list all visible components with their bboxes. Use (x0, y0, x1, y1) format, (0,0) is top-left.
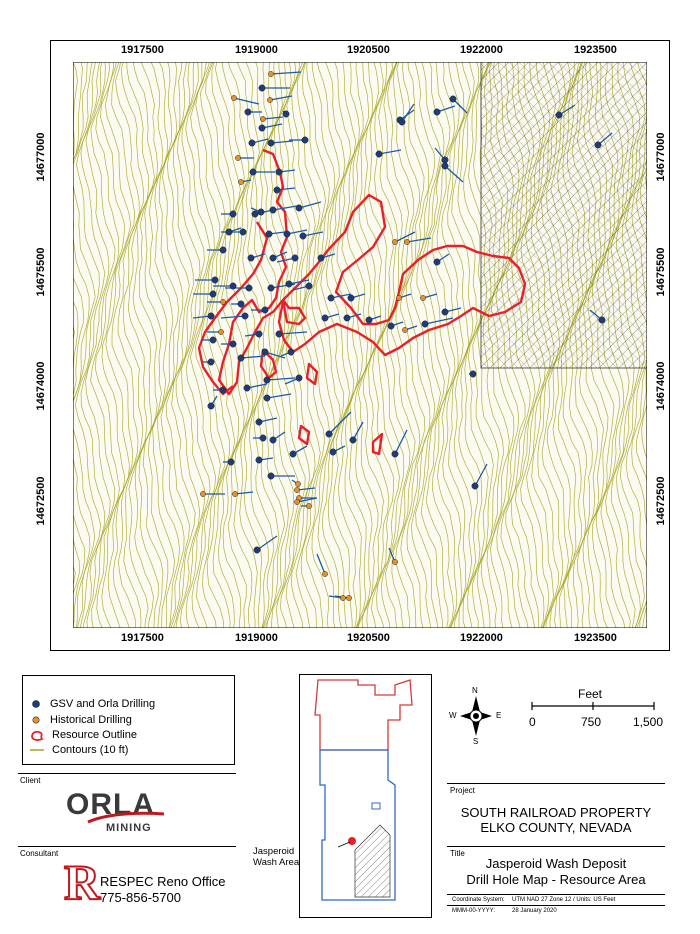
gsv-orla-drill-hole[interactable] (276, 169, 282, 175)
gsv-orla-drill-hole[interactable] (434, 109, 440, 115)
gsv-orla-drill-hole[interactable] (259, 125, 265, 131)
gsv-orla-drill-hole[interactable] (245, 109, 251, 115)
gsv-orla-drill-hole[interactable] (246, 285, 252, 291)
legend-label-resource: Resource Outline (52, 729, 137, 741)
orange-dot-icon (30, 714, 42, 726)
orla-logo-text: ORLA (66, 788, 155, 821)
gsv-orla-drill-hole[interactable] (252, 211, 258, 217)
gsv-orla-drill-hole[interactable] (270, 437, 276, 443)
historical-drill-hole[interactable] (220, 299, 225, 304)
scale-bar-title: Feet (578, 687, 603, 701)
legend-item-resource (30, 729, 137, 741)
south-label: S (473, 737, 479, 746)
project-line1: SOUTH RAILROAD PROPERTY (460, 805, 652, 820)
y-tick-right-2: 14675500 (655, 247, 667, 297)
east-label: E (496, 711, 502, 720)
gsv-orla-drill-hole[interactable] (268, 473, 274, 479)
historical-drill-hole[interactable] (200, 491, 205, 496)
contour-line-icon (30, 744, 44, 756)
gsv-orla-drill-hole[interactable] (210, 291, 216, 297)
y-tick-left-2: 14675500 (35, 247, 47, 297)
project-label: Project (450, 786, 475, 795)
historical-drill-hole[interactable] (294, 499, 299, 504)
gsv-orla-drill-hole[interactable] (442, 163, 448, 169)
consultant-phone: 775-856-5700 (100, 890, 181, 905)
gsv-orla-drill-hole[interactable] (296, 375, 302, 381)
scale-bar (528, 700, 658, 712)
gsv-orla-drill-hole[interactable] (274, 187, 280, 193)
consultant-label: Consultant (20, 849, 59, 858)
x-tick-bottom-2: 1919000 (235, 632, 278, 644)
title-line2: Drill Hole Map - Resource Area (466, 872, 646, 887)
footer-divider-2 (447, 905, 665, 906)
gsv-orla-drill-hole[interactable] (326, 431, 332, 437)
historical-drill-hole[interactable] (322, 571, 327, 576)
x-tick-top-4: 1922000 (460, 44, 503, 56)
orla-logo-subtext: MINING (106, 822, 152, 834)
historical-drill-hole[interactable] (238, 179, 243, 184)
gsv-orla-drill-hole[interactable] (220, 247, 226, 253)
historical-drill-hole[interactable] (231, 95, 236, 100)
doc-value: 28 January 2020 (512, 908, 557, 914)
y-tick-right-4: 14672500 (655, 476, 667, 526)
inset-deposit-marker (348, 837, 356, 845)
gsv-orla-drill-hole[interactable] (318, 255, 324, 261)
gsv-orla-drill-hole[interactable] (260, 435, 266, 441)
gsv-orla-drill-hole[interactable] (258, 209, 264, 215)
gsv-orla-drill-hole[interactable] (290, 451, 296, 457)
gsv-orla-drill-hole[interactable] (238, 355, 244, 361)
consultant-name: RESPEC Reno Office (100, 874, 226, 889)
gsv-orla-drill-hole[interactable] (556, 112, 562, 118)
gsv-orla-drill-hole[interactable] (422, 321, 428, 327)
gsv-orla-drill-hole[interactable] (248, 255, 254, 261)
gsv-orla-drill-hole[interactable] (250, 169, 256, 175)
client-divider (18, 773, 236, 774)
legend-item-historical (30, 714, 132, 726)
title-label: Title (450, 849, 465, 858)
hatched-area (481, 62, 647, 368)
y-tick-left-4: 14672500 (35, 476, 47, 526)
gsv-orla-drill-hole[interactable] (256, 331, 262, 337)
gsv-orla-drill-hole[interactable] (330, 449, 336, 455)
legend-label-contours: Contours (10 ft) (52, 744, 129, 756)
x-tick-bottom-1: 1917500 (121, 632, 164, 644)
gsv-orla-drill-hole[interactable] (268, 285, 274, 291)
historical-drill-hole[interactable] (267, 97, 272, 102)
y-tick-right-1: 14677000 (655, 132, 667, 182)
gsv-orla-drill-hole[interactable] (230, 211, 236, 217)
gsv-orla-drill-hole[interactable] (366, 317, 372, 323)
gsv-orla-drill-hole[interactable] (388, 323, 394, 329)
gsv-orla-drill-hole[interactable] (322, 315, 328, 321)
historical-drill-hole[interactable] (404, 239, 409, 244)
navy-dot-icon (30, 698, 42, 710)
gsv-orla-drill-hole[interactable] (288, 349, 294, 355)
gsv-orla-drill-hole[interactable] (328, 295, 334, 301)
gsv-orla-drill-hole[interactable] (348, 295, 354, 301)
north-label: N (472, 686, 478, 695)
y-tick-left-1: 14677000 (35, 132, 47, 182)
gsv-orla-drill-hole[interactable] (306, 283, 312, 289)
gsv-orla-drill-hole[interactable] (268, 140, 274, 146)
gsv-orla-drill-hole[interactable] (399, 119, 405, 125)
gsv-orla-drill-hole[interactable] (442, 309, 448, 315)
y-tick-left-3: 14674000 (35, 361, 47, 411)
y-tick-right-3: 14674000 (655, 361, 667, 411)
historical-drill-hole[interactable] (235, 155, 240, 160)
historical-drill-hole[interactable] (346, 595, 351, 600)
gsv-orla-drill-hole[interactable] (442, 157, 448, 163)
consultant-divider (18, 846, 236, 847)
project-divider (447, 783, 665, 784)
gsv-orla-drill-hole[interactable] (376, 151, 382, 157)
historical-drill-hole[interactable] (268, 71, 273, 76)
client-label: Client (20, 776, 41, 785)
legend-item-contours (30, 744, 128, 756)
gsv-orla-drill-hole[interactable] (302, 137, 308, 143)
gsv-orla-drill-hole[interactable] (242, 313, 248, 319)
legend-label-historical: Historical Drilling (50, 714, 132, 726)
legend-label-gsv: GSV and Orla Drilling (50, 698, 156, 710)
gsv-orla-drill-hole[interactable] (292, 255, 298, 261)
scale-label-0: 0 (529, 715, 536, 729)
gsv-orla-drill-hole[interactable] (256, 457, 262, 463)
historical-drill-hole[interactable] (392, 559, 397, 564)
gsv-orla-drill-hole[interactable] (230, 341, 236, 347)
gsv-orla-drill-hole[interactable] (470, 371, 476, 377)
scale-label-1500: 1,500 (633, 715, 664, 729)
gsv-orla-drill-hole[interactable] (599, 317, 605, 323)
gsv-orla-drill-hole[interactable] (212, 277, 218, 283)
gsv-orla-drill-hole[interactable] (249, 140, 255, 146)
gsv-orla-drill-hole[interactable] (276, 331, 282, 337)
map-canvas[interactable] (73, 62, 647, 628)
x-tick-top-1: 1917500 (121, 44, 164, 56)
gsv-orla-drill-hole[interactable] (228, 459, 234, 465)
historical-drill-hole[interactable] (306, 503, 311, 508)
respec-logo-letter: R (64, 854, 101, 910)
respec-logo (64, 854, 101, 910)
gsv-orla-drill-hole[interactable] (226, 229, 232, 235)
gsv-orla-drill-hole[interactable] (300, 233, 306, 239)
gsv-orla-drill-hole[interactable] (238, 301, 244, 307)
inset-map (300, 675, 431, 917)
gsv-orla-drill-hole[interactable] (270, 255, 276, 261)
inset-label: Jasperoid Wash Area (253, 846, 300, 868)
gsv-orla-drill-hole[interactable] (259, 85, 265, 91)
title-divider (447, 846, 665, 847)
coord-label: Coordinate System: (452, 897, 505, 903)
gsv-orla-drill-hole[interactable] (210, 337, 216, 343)
gsv-orla-drill-hole[interactable] (264, 377, 270, 383)
gsv-orla-drill-hole[interactable] (283, 111, 289, 117)
historical-drill-hole[interactable] (392, 239, 397, 244)
x-tick-top-5: 1923500 (574, 44, 617, 56)
historical-drill-hole[interactable] (295, 481, 300, 486)
historical-drill-hole[interactable] (402, 327, 407, 332)
red-outline-icon (30, 729, 44, 741)
x-tick-top-2: 1919000 (235, 44, 278, 56)
title-line1: Jasperoid Wash Deposit (485, 856, 627, 871)
historical-drill-hole[interactable] (420, 295, 425, 300)
x-tick-bottom-5: 1923500 (574, 632, 617, 644)
project-line2: ELKO COUNTY, NEVADA (480, 820, 632, 835)
gsv-orla-drill-hole[interactable] (266, 231, 272, 237)
gsv-orla-drill-hole[interactable] (434, 259, 440, 265)
gsv-orla-drill-hole[interactable] (270, 207, 276, 213)
gsv-orla-drill-hole[interactable] (286, 281, 292, 287)
legend-item-gsv (30, 698, 155, 710)
gsv-orla-drill-hole[interactable] (208, 359, 214, 365)
gsv-orla-drill-hole[interactable] (262, 349, 268, 355)
orla-logo (66, 790, 176, 838)
historical-drill-hole[interactable] (218, 329, 223, 334)
gsv-orla-drill-hole[interactable] (472, 483, 478, 489)
gsv-orla-drill-hole[interactable] (450, 96, 456, 102)
historical-drill-hole[interactable] (396, 295, 401, 300)
west-label: W (449, 711, 457, 720)
scale-label-750: 750 (581, 715, 602, 729)
x-tick-bottom-3: 1920500 (347, 632, 390, 644)
gsv-orla-drill-hole[interactable] (262, 307, 268, 313)
gsv-orla-drill-hole[interactable] (208, 313, 214, 319)
x-tick-top-3: 1920500 (347, 44, 390, 56)
historical-drill-hole[interactable] (294, 487, 299, 492)
gsv-orla-drill-hole[interactable] (296, 205, 302, 211)
gsv-orla-drill-hole[interactable] (240, 229, 246, 235)
gsv-orla-drill-hole[interactable] (344, 315, 350, 321)
x-tick-bottom-4: 1922000 (460, 632, 503, 644)
footer-divider-1 (447, 894, 665, 895)
gsv-orla-drill-hole[interactable] (256, 419, 262, 425)
historical-drill-hole[interactable] (340, 595, 345, 600)
gsv-orla-drill-hole[interactable] (244, 385, 250, 391)
doc-label: MMM-00-YYYY: (452, 908, 496, 914)
gsv-orla-drill-hole[interactable] (230, 283, 236, 289)
gsv-orla-drill-hole[interactable] (284, 231, 290, 237)
gsv-orla-drill-hole[interactable] (264, 395, 270, 401)
gsv-orla-drill-hole[interactable] (595, 142, 601, 148)
gsv-orla-drill-hole[interactable] (208, 403, 214, 409)
historical-drill-hole[interactable] (232, 491, 237, 496)
gsv-orla-drill-hole[interactable] (220, 387, 226, 393)
gsv-orla-drill-hole[interactable] (350, 437, 356, 443)
historical-drill-hole[interactable] (260, 116, 265, 121)
coord-value: UTM NAD 27 Zone 12 / Units: US Feet (512, 897, 616, 903)
gsv-orla-drill-hole[interactable] (392, 451, 398, 457)
gsv-orla-drill-hole[interactable] (254, 547, 260, 553)
